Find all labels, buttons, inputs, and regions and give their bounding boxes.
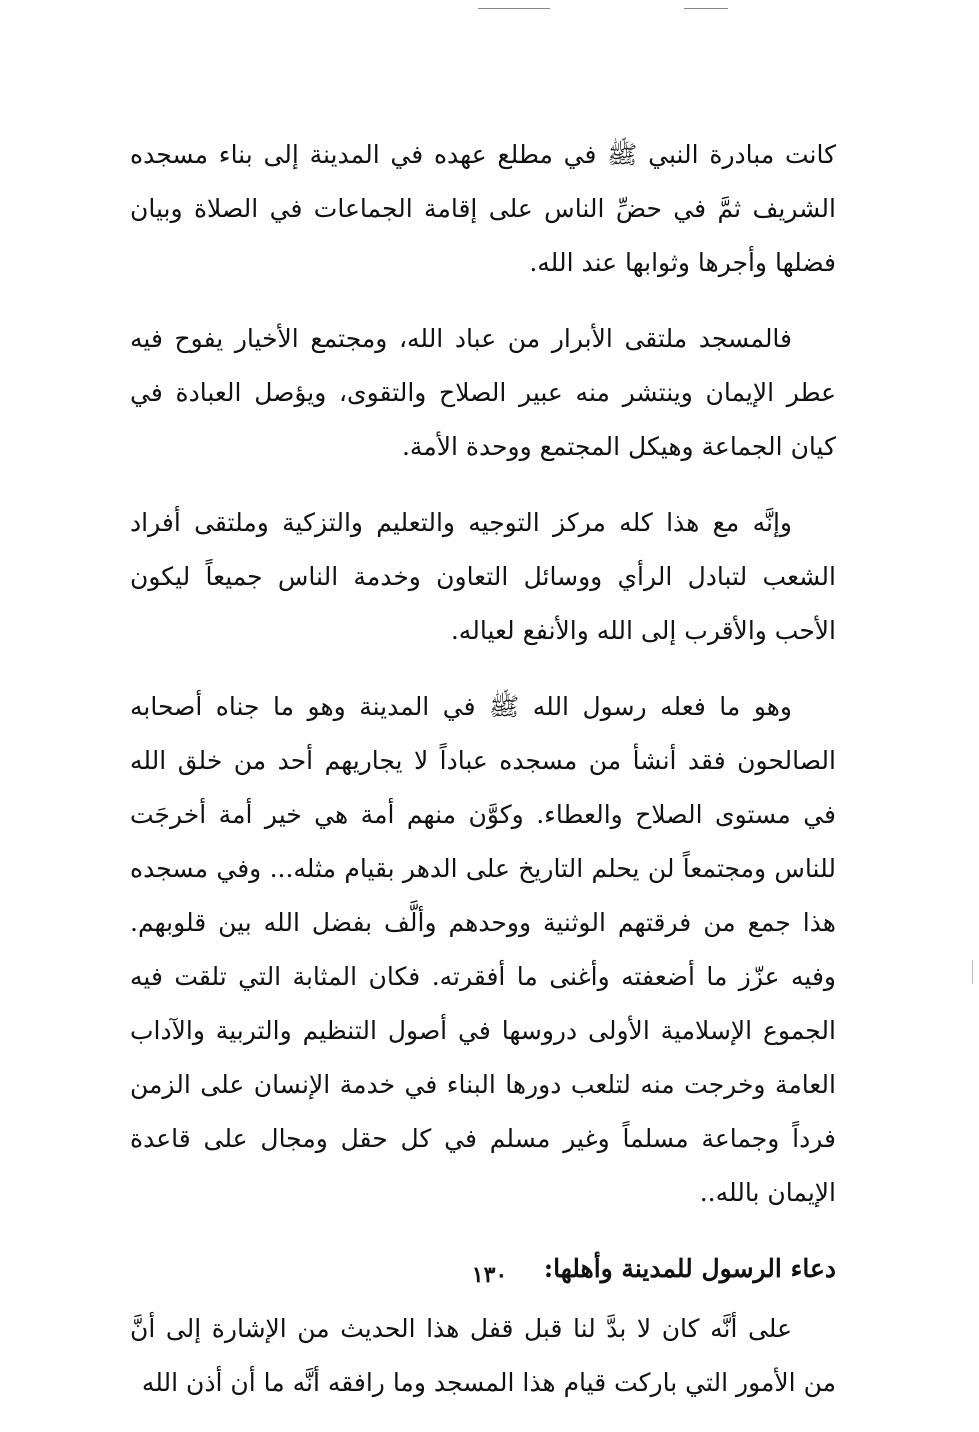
paragraph-4: وهو ما فعله رسول الله ﷺ في المدينة وهو ما جناه أصحابه الصالحون فقد أنشأ من مسجده عباداً لا يجاريهم أحد من خلق الله في مستوى الصلاح والعطاء. وكوَّن منهم أمة هي خير أمة أخرجَت للناس ومجتمعاً لن يحلم التاريخ على الدهر بقيام مثله... وفي مسجده هذا جمع من فرقتهم الوثنية ووحدهم وألَّف بفضل الله بين قلوبهم. وفيه عزّز ما أضعفته وأغنى ما أفقرته. فكان المثابة التي تلقت فيه الجموع الإسلامية الأولى دروسها في أصول التنظيم والتربية والآداب العامة وخرجت منه لتلعب دورها البناء في خدمة الإنسان على الزمن فرداً وجماعة مسلماً وغير مسلم في كل حقل ومجال على قاعدة الإيمان بالله.. [130,692,836,1207]
paragraph-3: وإنَّه مع هذا كله مركز التوجيه والتعليم والتزكية وملتقى أفراد الشعب لتبادل الرأي ووسائل التعاون وخدمة الناس جميعاً ليكون الأحب والأقرب إلى الله والأنفع لعياله. [130,508,836,645]
edge-mark [972,960,973,984]
paragraph-5: على أنَّه كان لا بدَّ لنا قبل قفل هذا الحديث من الإشارة إلى أنَّ من الأمور التي باركت قيام هذا المسجد وما رافقه أنَّه ما أن أذن الله [130,1314,836,1397]
top-rule-left [478,8,550,9]
paragraph-2: فالمسجد ملتقى الأبرار من عباد الله، ومجتمع الأخيار يفوح فيه عطر الإيمان وينتشر منه عبير الصلاح والتقوى، ويؤصل العبادة في كيان الجماعة وهيكل المجتمع ووحدة الأمة. [130,324,836,461]
section-heading: دعاء الرسول للمدينة وأهلها: [543,1254,836,1283]
page-body [130,128,836,1432]
top-rule-right [684,8,728,9]
paragraph-1: كانت مبادرة النبي ﷺ في مطلع عهده في المدينة إلى بناء مسجده الشريف ثمَّ في حضِّ الناس على إقامة الجماعات في الصلاة وبيان فضلها وأجرها وثوابها عند الله. [130,140,836,277]
page-number: ١٣٠ [471,1262,508,1288]
